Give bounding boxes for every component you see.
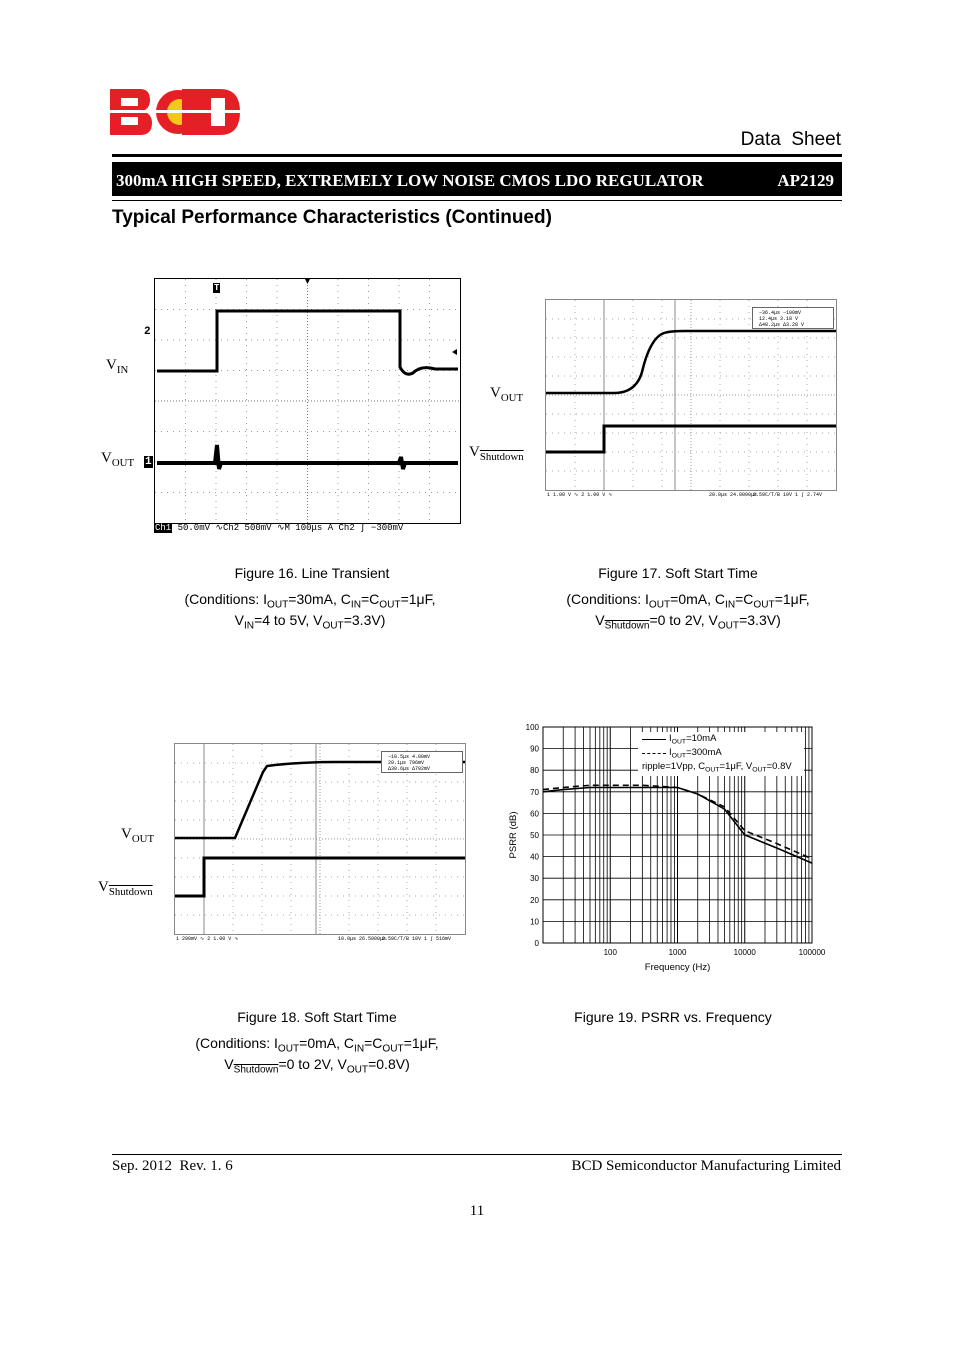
fig17-vout-label: $V_{OUT}$ [490, 385, 524, 404]
fig16-graticule [155, 279, 460, 523]
fig17-readout-2: 12.4μs 3.18 V [759, 316, 799, 322]
fig18-conditions-2: $V_{Shutdown}=0$ to 2V, $V_{OUT}=0.8V$) [224, 1056, 410, 1076]
legend-item-300ma: $I_{OUT}=300mA$ [669, 747, 722, 760]
fig17-readout-3: Δ48.2μs Δ3.28 V [759, 322, 805, 328]
fig18-readout-2: 20.1μs 796mV [388, 760, 425, 766]
header-rule-top [112, 154, 842, 157]
page-number: 11 [469, 1203, 485, 1219]
y-tick-label: 50 [530, 831, 539, 840]
y-tick-label: 60 [530, 809, 539, 819]
fig18-caption: Figure 18. Soft Start Time [237, 1009, 397, 1025]
fig17-scope [545, 299, 837, 491]
y-tick-label: 0 [534, 939, 539, 948]
fig17-readout-box [752, 307, 834, 329]
y-tick-label: 20 [530, 895, 539, 905]
fig17-caption: Figure 17. Soft Start Time [598, 565, 758, 581]
fig19-legend [638, 732, 804, 776]
doc-type: Data Sheet [740, 129, 841, 150]
fig16-scope [154, 278, 461, 524]
y-tick-label: 100 [525, 723, 539, 732]
fig19-caption: Figure 19. PSRR vs. Frequency [574, 1009, 772, 1025]
y-tick-label: 40 [530, 852, 539, 862]
fig17-conditions-2: $V_{Shutdown}=0$ to 2V, $V_{OUT}=3.3V$) [595, 612, 781, 632]
fig16-vout-label: $V_{OUT}$ [101, 450, 135, 469]
legend-solid-swatch [642, 739, 666, 740]
title-bar [112, 162, 842, 196]
x-tick-label: 10000 [733, 948, 756, 957]
section-title: Typical Performance Characteristics (Continued) [112, 207, 552, 228]
fig18-status-left: 1 200mV ∿ 2 1.00 V ∿ [176, 936, 239, 942]
fig16-ch2-marker: 2 [144, 326, 151, 338]
fig18-vshutdown-label: $V_{Shutdown}$ [98, 879, 153, 898]
fig18-readout-1: −10.5μs 4.00mV [388, 754, 431, 760]
header-rule-bottom [112, 200, 842, 201]
y-tick-label: 30 [530, 874, 539, 884]
y-tick-label: 10 [530, 917, 539, 927]
fig17-status-left: 1 1.00 V ∿ 2 1.00 V ∿ [547, 492, 613, 498]
bcd-logo [110, 89, 240, 135]
fig16-conditions-1: (Conditions: $I_{OUT}=30mA$, $C_{IN}=C_{OUT}=1\mu F$, [184, 591, 436, 611]
fig18-scope [174, 743, 466, 935]
fig16-vin-label: $V_{IN}$ [106, 357, 129, 376]
fig16-t-marker: T [214, 283, 220, 293]
x-tick-label: 100000 [798, 948, 826, 957]
fig17-conditions-1: (Conditions: $I_{OUT}=0mA$, $C_{IN}=C_{OUT}=1\mu F$, [566, 591, 810, 611]
fig17-status-bar [545, 490, 835, 500]
legend-item-conditions: ripple=1Vpp, $C_{OUT}=1\mu F$, $V_{OUT}=0.8V$ [642, 761, 792, 774]
fig17-status-right: 2.59C/T/B 10V 1 ∫ 2.74V [753, 492, 823, 498]
fig18-readout-3: Δ30.6μs Δ792mV [388, 766, 431, 772]
fig18-status-mid: 10.0μs 26.5000μs [338, 936, 387, 942]
footer-date: Sep. 2012 Rev. 1. 6 [112, 1158, 233, 1174]
fig16-conditions-2: $V_{IN}=4$ to 5V, $V_{OUT}=3.3V$) [234, 612, 386, 632]
fig18-status-right: 2.59C/T/B 10V 1 ∫ 516mV [382, 936, 452, 942]
fig18-vout-label: $V_{OUT}$ [121, 826, 155, 845]
fig17-readout-1: −36.4μs −100mV [759, 310, 802, 316]
part-number: AP2129 [777, 171, 834, 190]
footer-company: BCD Semiconductor Manufacturing Limited [571, 1158, 841, 1174]
y-tick-label: 80 [530, 766, 539, 776]
x-tick-label: 1000 [668, 948, 687, 957]
x-axis-label: Frequency (Hz) [644, 962, 711, 973]
fig17-vshutdown-label: $V_{Shutdown}$ [469, 444, 524, 463]
fig18-readout-box [381, 751, 463, 773]
logo-graphic [110, 89, 240, 135]
legend-dashed-swatch [642, 753, 666, 754]
fig16-status-bar [154, 523, 460, 534]
fig16-status-text: 50.0mV ∿Ch2 500mV ∿M 100μs A Ch2 ∫ −300mV [177, 523, 404, 533]
fig16-ch1-marker: 1 [145, 456, 152, 468]
fig16-status-ch1: Ch1 [155, 523, 172, 533]
title-bar-text: 300mA HIGH SPEED, EXTREMELY LOW NOISE CMOS LDO REGULATOR [116, 171, 704, 190]
footer-rule [112, 1154, 842, 1155]
y-axis-label: PSRR (dB) [508, 811, 519, 859]
legend-item-10ma: $I_{OUT}=10mA$ [669, 733, 717, 746]
y-tick-label: 70 [530, 787, 539, 797]
fig18-conditions-1: (Conditions: $I_{OUT}=0mA$, $C_{IN}=C_{OUT}=1\mu F$, [195, 1035, 439, 1055]
x-tick-label: 100 [603, 948, 617, 957]
y-tick-label: 90 [530, 744, 539, 754]
fig16-caption: Figure 16. Line Transient [234, 565, 390, 581]
fig18-status-bar [174, 934, 464, 944]
fig17-status-mid: 20.0μs 24.0000μs [709, 492, 758, 498]
